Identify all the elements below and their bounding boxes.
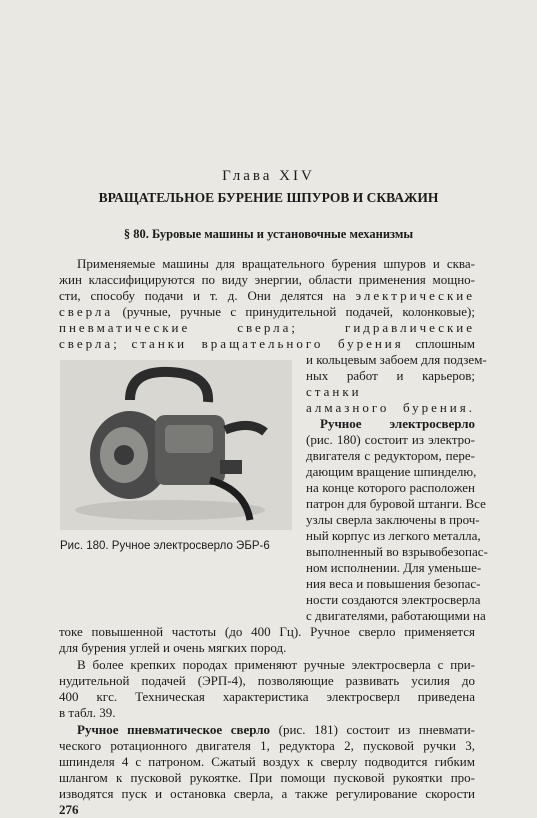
text-line: выполненный во взрывобезопас- bbox=[306, 544, 488, 559]
spaced-term: сверла; bbox=[59, 336, 120, 351]
text-line: Ручное электросверло bbox=[320, 416, 475, 431]
spaced-term: гидравлические bbox=[344, 320, 476, 335]
text-line: с двигателями, работающими на bbox=[306, 608, 486, 623]
spaced-term: станки вращательного бурения bbox=[131, 336, 404, 351]
text-line: в табл. 39. bbox=[59, 705, 116, 720]
text-line: ния веса и повышения безопас- bbox=[306, 576, 481, 591]
figure-caption: Рис. 180. Ручное электросверло ЭБР-6 bbox=[60, 540, 270, 552]
chapter-heading: Глава XIV bbox=[222, 168, 315, 184]
text-line: узлы сверла заключены в проч- bbox=[306, 512, 480, 527]
text-line: Применяемые машины для вращательного бурения шпуров и сква- bbox=[77, 256, 475, 271]
text-line: жин классифицируются по виду энергии, области применения мощно- bbox=[59, 272, 475, 287]
text-line: токе повышенной частоты (до 400 Гц). Ручное сверло применяется bbox=[59, 624, 475, 639]
text-line bbox=[59, 336, 475, 352]
spaced-term: станки bbox=[306, 384, 362, 399]
chapter-title: ВРАЩАТЕЛЬНОЕ БУРЕНИЕ ШПУРОВ И СКВАЖИН bbox=[98, 190, 439, 205]
text-line: шлангом к пусковой рукоятке. При помощи пусковой рукоятки про- bbox=[59, 770, 475, 785]
text-line: нудительной подачей (ЭРП-4), позволяющие развивать усилия до bbox=[59, 673, 475, 688]
text-segment: (ручные, ручные с принудительной подачей, колонковые); bbox=[122, 304, 475, 319]
text-line: для бурения углей и очень мягких пород. bbox=[59, 640, 287, 655]
text-segment: сти, способу подачи и т. д. Они делятся на bbox=[59, 288, 346, 303]
text-line: дающим вращение шпинделю, bbox=[306, 464, 477, 479]
text-line: ном исполнении. Для уменьше- bbox=[306, 560, 482, 575]
text-line bbox=[306, 400, 475, 416]
bold-term: Ручное пневматическое сверло bbox=[77, 722, 271, 737]
spaced-term: сверла; bbox=[237, 320, 299, 335]
text-line bbox=[59, 288, 475, 304]
text-line: и кольцевым забоем для подзем- bbox=[306, 352, 487, 367]
text-line: 400 кгс. Техническая характеристика электросверл приведена bbox=[59, 689, 475, 704]
text-line bbox=[59, 320, 475, 336]
page-number: 276 bbox=[59, 802, 79, 817]
text-line: изводятся пуск и остановка сверла, а также регулирование скорости bbox=[59, 786, 475, 801]
spaced-term: электрические bbox=[355, 288, 475, 303]
figure-photo bbox=[60, 360, 292, 530]
text-line: ный корпус из легкого металла, bbox=[306, 528, 481, 543]
spaced-term: пневматические bbox=[59, 320, 191, 335]
text-line bbox=[306, 384, 475, 400]
text-line: ных работ и карьеров; bbox=[306, 368, 475, 383]
text-line: на конце которого расположен bbox=[306, 480, 475, 495]
text-line: ности создаются электросверла bbox=[306, 592, 481, 607]
text-line: шпинделя 4 с патроном. Сжатый воздух к сверлу подводится гибким bbox=[59, 754, 475, 769]
section-heading: § 80. Буровые машины и установочные механизмы bbox=[123, 227, 414, 241]
text-segment: (рис. 181) состоит из пневмати- bbox=[278, 722, 475, 737]
text-line: двигателя с редуктором, пере- bbox=[306, 448, 475, 463]
spaced-term: алмазного бурения. bbox=[306, 400, 475, 415]
text-line bbox=[59, 304, 475, 320]
text-line: патрон для буровой штанги. Все bbox=[306, 496, 486, 511]
text-line: ческого ротационного двигателя 1, редуктора 2, пусковой ручки 3, bbox=[59, 738, 475, 753]
text-line: (рис. 180) состоит из электро- bbox=[306, 432, 475, 447]
spaced-term: сверла bbox=[59, 304, 114, 319]
text-segment: сплошным bbox=[415, 336, 476, 351]
hand-electric-drill-image bbox=[60, 360, 292, 530]
text-line bbox=[77, 722, 475, 738]
text-line: В более крепких породах применяют ручные электросверла с при- bbox=[77, 657, 475, 672]
